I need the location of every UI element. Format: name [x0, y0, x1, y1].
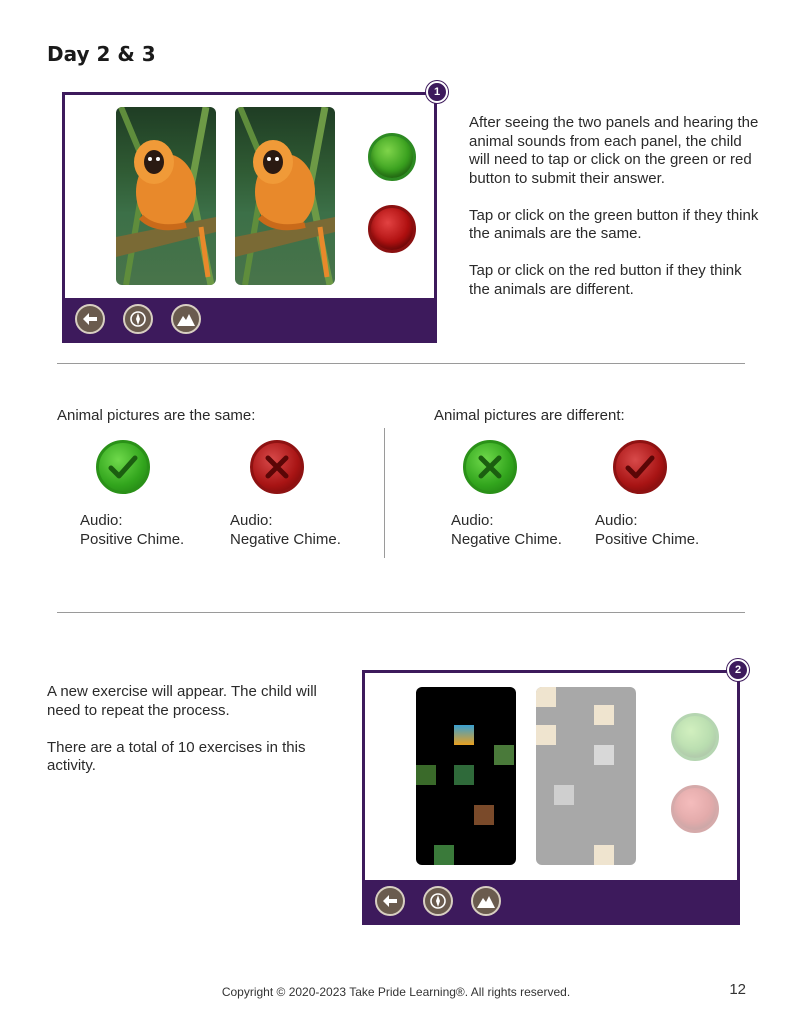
step-badge: 1 [426, 81, 448, 103]
audio-label: Audio: [230, 512, 273, 529]
compass-button[interactable] [123, 304, 153, 334]
cross-icon [476, 453, 504, 481]
audio-note [230, 511, 341, 549]
back-button[interactable] [75, 304, 105, 334]
column-divider [384, 428, 385, 558]
golden-monkey-image [235, 107, 335, 285]
step1-instructions [469, 114, 759, 318]
compass-button[interactable] [423, 886, 453, 916]
checkmark-icon [108, 454, 138, 480]
compass-icon [429, 892, 447, 910]
activity-canvas [65, 95, 434, 301]
animal-panel-left[interactable] [116, 107, 216, 285]
golden-monkey-image [116, 107, 216, 285]
instruction-paragraph: Tap or click on the red button if they think the animals are different. [469, 262, 742, 298]
back-arrow-icon [82, 312, 98, 326]
copyright-footer: Copyright © 2020-2023 Take Pride Learning®. All rights reserved. [221, 985, 571, 999]
audio-text: Negative Chime. [230, 531, 341, 548]
audio-note [451, 511, 562, 549]
step2-instructions [47, 683, 347, 794]
audio-text: Negative Chime. [451, 531, 562, 548]
instruction-paragraph: After seeing the two panels and hearing the animal sounds from each panel, the child will need to tap or click on the green or red button to submit their answer. [469, 114, 759, 187]
instruction-paragraph: There are a total of 10 exercises in this activity. [47, 738, 306, 774]
activity-screenshot-1 [62, 86, 441, 343]
page-number: 12 [729, 981, 746, 998]
activity-canvas [365, 673, 737, 883]
audio-text: Positive Chime. [595, 531, 700, 548]
audio-note [595, 511, 699, 549]
cross-icon [263, 453, 291, 481]
divider [57, 612, 745, 613]
step-badge: 2 [727, 659, 749, 681]
audio-label: Audio: [451, 512, 494, 529]
red-cross-feedback [250, 440, 304, 494]
audio-label: Audio: [595, 512, 638, 529]
checkmark-icon [625, 454, 655, 480]
different-answer-button[interactable] [671, 785, 719, 833]
divider [57, 363, 745, 364]
same-answer-button[interactable] [671, 713, 719, 761]
activity-toolbar [365, 880, 737, 922]
animal-panel-right[interactable] [235, 107, 335, 285]
mountain-icon [476, 893, 496, 909]
mountain-icon [176, 311, 196, 327]
red-check-feedback [613, 440, 667, 494]
instruction-paragraph: Tap or click on the green button if they think the animals are the same. [469, 206, 759, 242]
same-section-title: Animal pictures are the same: [57, 407, 256, 424]
audio-text: Positive Chime. [80, 531, 185, 548]
different-answer-button[interactable] [368, 205, 416, 253]
audio-label: Audio: [80, 512, 123, 529]
same-answer-button[interactable] [368, 133, 416, 181]
compass-icon [129, 310, 147, 328]
home-button[interactable] [171, 304, 201, 334]
different-section-title: Animal pictures are different: [434, 407, 625, 424]
back-arrow-icon [382, 894, 398, 908]
page-heading: Day 2 & 3 [47, 42, 156, 66]
home-button[interactable] [471, 886, 501, 916]
audio-note [80, 511, 184, 549]
animal-panel-left[interactable] [416, 687, 516, 865]
activity-toolbar [65, 298, 434, 340]
green-cross-feedback [463, 440, 517, 494]
green-check-feedback [96, 440, 150, 494]
activity-screenshot-2 [362, 664, 742, 925]
back-button[interactable] [375, 886, 405, 916]
instruction-paragraph: A new exercise will appear. The child will need to repeat the process. [47, 683, 317, 719]
animal-panel-right[interactable] [536, 687, 636, 865]
